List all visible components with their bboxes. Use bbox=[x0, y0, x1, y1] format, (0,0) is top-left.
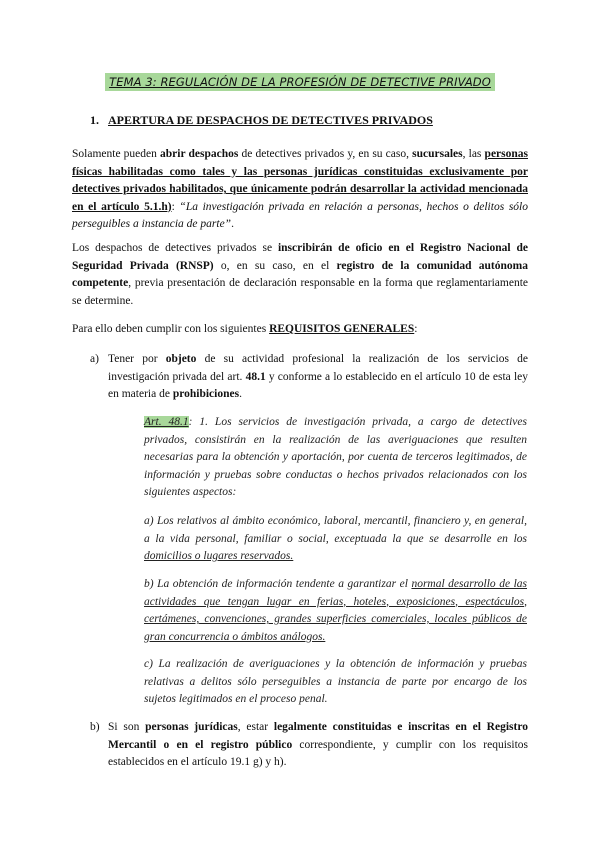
p3-text-2: : bbox=[414, 323, 418, 335]
p2-text-2: o, en su caso, en el bbox=[213, 259, 337, 272]
quote-c-text: c) La realización de averiguaciones y la obtención de información y pruebas relativas a delitos sólo perseguibles a instancia de parte por encargo de los sujetos legitimados en el proceso penal. bbox=[144, 658, 527, 705]
p1-text-3: , las bbox=[462, 148, 485, 160]
p1-bold-2: sucursales bbox=[412, 148, 463, 160]
a-text-3: y conforme a lo establecido en el artículo 10 de esta ley en materia de bbox=[108, 370, 528, 400]
quote-point-c bbox=[144, 656, 527, 709]
b-text-3: correspondiente, y cumplir con los requisitos establecidos en el artículo 19.1 g) y h). bbox=[108, 738, 529, 768]
quote-intro-text: : 1. Los servicios de investigación privada, a cargo de detectives privados, consistirán en la realización de las averiguaciones que resulten necesarias para la obtención y aportación, por cuenta de terceros legitimados, de información y pruebas sobre conductas o hechos privados relacionados con los siguientes aspectos: bbox=[144, 416, 527, 498]
p2-text-1: Los despachos de detectives privados se bbox=[72, 242, 278, 254]
list-item-b-text bbox=[108, 719, 528, 772]
b-bold-1: personas jurídicas bbox=[145, 721, 238, 733]
p2-text-3: , previa presentación de declaración responsable en la forma que reglamentariamente se determine. bbox=[72, 277, 528, 307]
article-reference: Art. 48.1 bbox=[144, 416, 189, 428]
b-bold-2: legalmente constituidas e inscritas en el Registro Mercantil o en el registro público bbox=[108, 721, 528, 751]
paragraph-3 bbox=[72, 321, 528, 339]
list-item-a-text bbox=[108, 351, 528, 404]
paragraph-1 bbox=[72, 146, 528, 234]
quote-a-text: a) Los relativos al ámbito económico, laboral, mercantil, financiero y, en general, a la vida personal, familiar o social, exceptuada la que se desarrolle en los bbox=[144, 515, 527, 545]
p1-text-4: : bbox=[171, 200, 180, 213]
section-heading bbox=[90, 113, 433, 128]
b-text-2: , estar bbox=[237, 721, 274, 733]
p1-text-5: . bbox=[231, 218, 234, 230]
p1-text-1: Solamente pueden bbox=[72, 148, 161, 160]
a-text-4: . bbox=[239, 388, 242, 400]
b-text-1: Si son bbox=[108, 721, 146, 733]
p1-bold-1: abrir despachos bbox=[160, 148, 239, 160]
quote-intro bbox=[144, 414, 527, 502]
quote-b-underlined: normal desarrollo de las actividades que tengan lugar en ferias, hoteles, exposiciones, espectáculos, certámenes, convenciones, grandes superficies comerciales, locales públicos de gran concurrencia o ámbitos análogos. bbox=[144, 578, 528, 643]
a-text-1: Tener por bbox=[108, 353, 166, 365]
a-text-2: de su actividad profesional la realización de los servicios de investigación privada del art. bbox=[108, 353, 528, 383]
quote-a-underlined: domicilios o lugares reservados. bbox=[144, 550, 294, 562]
p2-bold-2: registro de la comunidad autónoma competente bbox=[72, 259, 528, 289]
p3-text-1: Para ello deben cumplir con los siguientes bbox=[72, 323, 270, 335]
list-marker-b: b) bbox=[90, 721, 100, 733]
quote-point-a bbox=[144, 513, 527, 566]
p1-text-2: de detectives privados y, en su caso, bbox=[238, 148, 413, 160]
a-bold-2: 48.1 bbox=[245, 370, 266, 383]
section-heading-text: APERTURA DE DESPACHOS DE DETECTIVES PRIVADOS bbox=[108, 113, 433, 127]
document-title: TEMA 3: REGULACIÓN DE LA PROFESIÓN DE DETECTIVE PRIVADO bbox=[105, 73, 495, 91]
title-container bbox=[0, 73, 600, 91]
quote-point-b bbox=[144, 576, 527, 646]
p1-bold-underlined: personas físicas habilitadas como tales y las personas jurídicas constituidas exclusivamente por detectives privados habilitados, que únicamente podrán desarrollar la actividad mencionada en el artículo 5.1.h) bbox=[72, 148, 528, 213]
list-marker-a: a) bbox=[90, 353, 99, 365]
requisitos-generales: REQUISITOS GENERALES bbox=[269, 323, 415, 335]
p2-bold-1: inscribirán de oficio en el Registro Nacional de Seguridad Privada (RNSP) bbox=[72, 242, 528, 272]
section-number: 1. bbox=[90, 113, 99, 127]
paragraph-2 bbox=[72, 240, 528, 310]
quote-b-text: b) La obtención de información tendente a garantizar el bbox=[144, 578, 412, 590]
a-bold-3: prohibiciones bbox=[172, 388, 240, 400]
a-bold-1: objeto bbox=[165, 353, 197, 365]
p1-italic-quote: “La investigación privada en relación a personas, hechos o delitos sólo perseguibles a instancia de parte” bbox=[72, 200, 529, 230]
